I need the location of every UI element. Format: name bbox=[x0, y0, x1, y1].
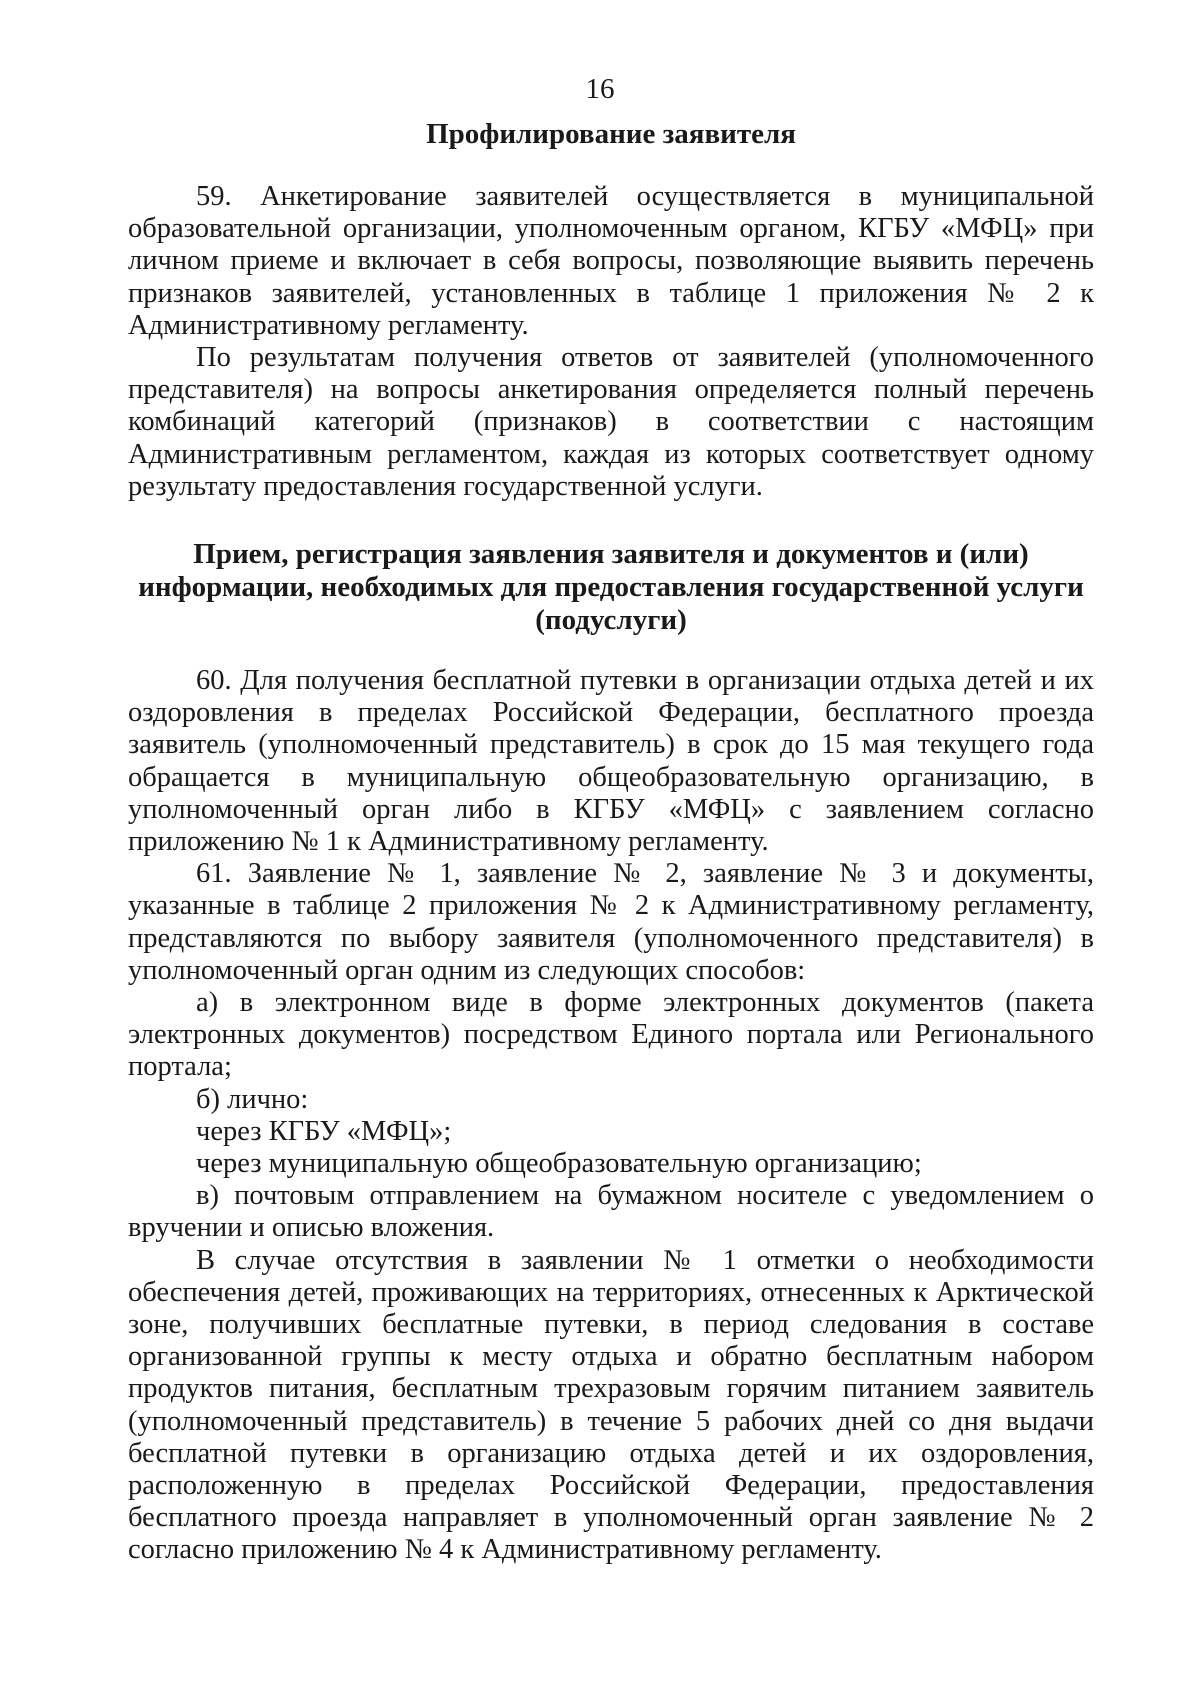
list-subitem-school: через муниципальную общеобразовательную организацию; bbox=[196, 1148, 922, 1180]
section-heading-line: (подуслуги) bbox=[535, 604, 687, 636]
section-heading-profiling: Профилирование заявителя bbox=[426, 118, 796, 150]
section-heading-line: информации, необходимых для предоставления государственной услуги bbox=[138, 571, 1084, 603]
page-number: 16 bbox=[585, 73, 615, 105]
paragraph-61: 61. Заявление № 1, заявление № 2, заявление № 3 и документы, указанные в таблице 2 приложения № 2 к Административному регламенту, представляются по выбору заявителя (уполномоченного представителя) в уполномоченный орган одним из следующих способов: bbox=[128, 858, 1094, 986]
list-item-b-in-person: б) лично: bbox=[196, 1083, 309, 1115]
section-heading-reception bbox=[128, 538, 1094, 637]
section-heading-line: Прием, регистрация заявления заявителя и документов и (или) bbox=[193, 538, 1029, 570]
paragraph-profiling-results: По результатам получения ответов от заявителей (уполномоченного представителя) на вопросы анкетирования определяется полный перечень комбинаций категорий (признаков) в соответствии с настоящим Административным регламентом, каждая из которых соответствует одному результату предоставления государственной услуги. bbox=[128, 342, 1094, 502]
list-item-a-electronic: а) в электронном виде в форме электронных документов (пакета электронных документов) посредством Единого портала или Регионального портала; bbox=[128, 987, 1094, 1083]
paragraph-59: 59. Анкетирование заявителей осуществляется в муниципальной образовательной организации, уполномоченным органом, КГБУ «МФЦ» при личном приеме и включает в себя вопросы, позволяющие выявить перечень признаков заявителей, установленных в таблице 1 приложения № 2 к Административному регламенту. bbox=[128, 181, 1094, 341]
paragraph-60: 60. Для получения бесплатной путевки в организации отдыха детей и их оздоровления в пределах Российской Федерации, бесплатного проезда заявитель (уполномоченный представитель) в срок до 15 мая текущего года обращается в муниципальную общеобразовательную организацию, в уполномоченный орган либо в КГБУ «МФЦ» с заявлением согласно приложению № 1 к Административному регламенту. bbox=[128, 665, 1094, 858]
paragraph-arctic-zone: В случае отсутствия в заявлении № 1 отметки о необходимости обеспечения детей, проживающих на территориях, отнесенных к Арктической зоне, получивших бесплатные путевки, в период следования в составе организованной группы к месту отдыха и обратно бесплатным набором продуктов питания, бесплатным трехразовым горячим питанием заявитель (уполномоченный представитель) в течение 5 рабочих дней со дня выдачи бесплатной путевки в организацию отдыха детей и их оздоровления, расположенную в пределах Российской Федерации, предоставления бесплатного проезда направляет в уполномоченный орган заявление № 2 согласно приложению № 4 к Административному регламенту. bbox=[128, 1244, 1094, 1566]
list-item-v-postal: в) почтовым отправлением на бумажном носителе с уведомлением о вручении и описью вложения. bbox=[128, 1180, 1094, 1244]
section-profiling-body bbox=[128, 181, 1094, 503]
section-reception-body bbox=[128, 665, 1094, 1567]
list-subitem-mfc: через КГБУ «МФЦ»; bbox=[196, 1115, 452, 1147]
